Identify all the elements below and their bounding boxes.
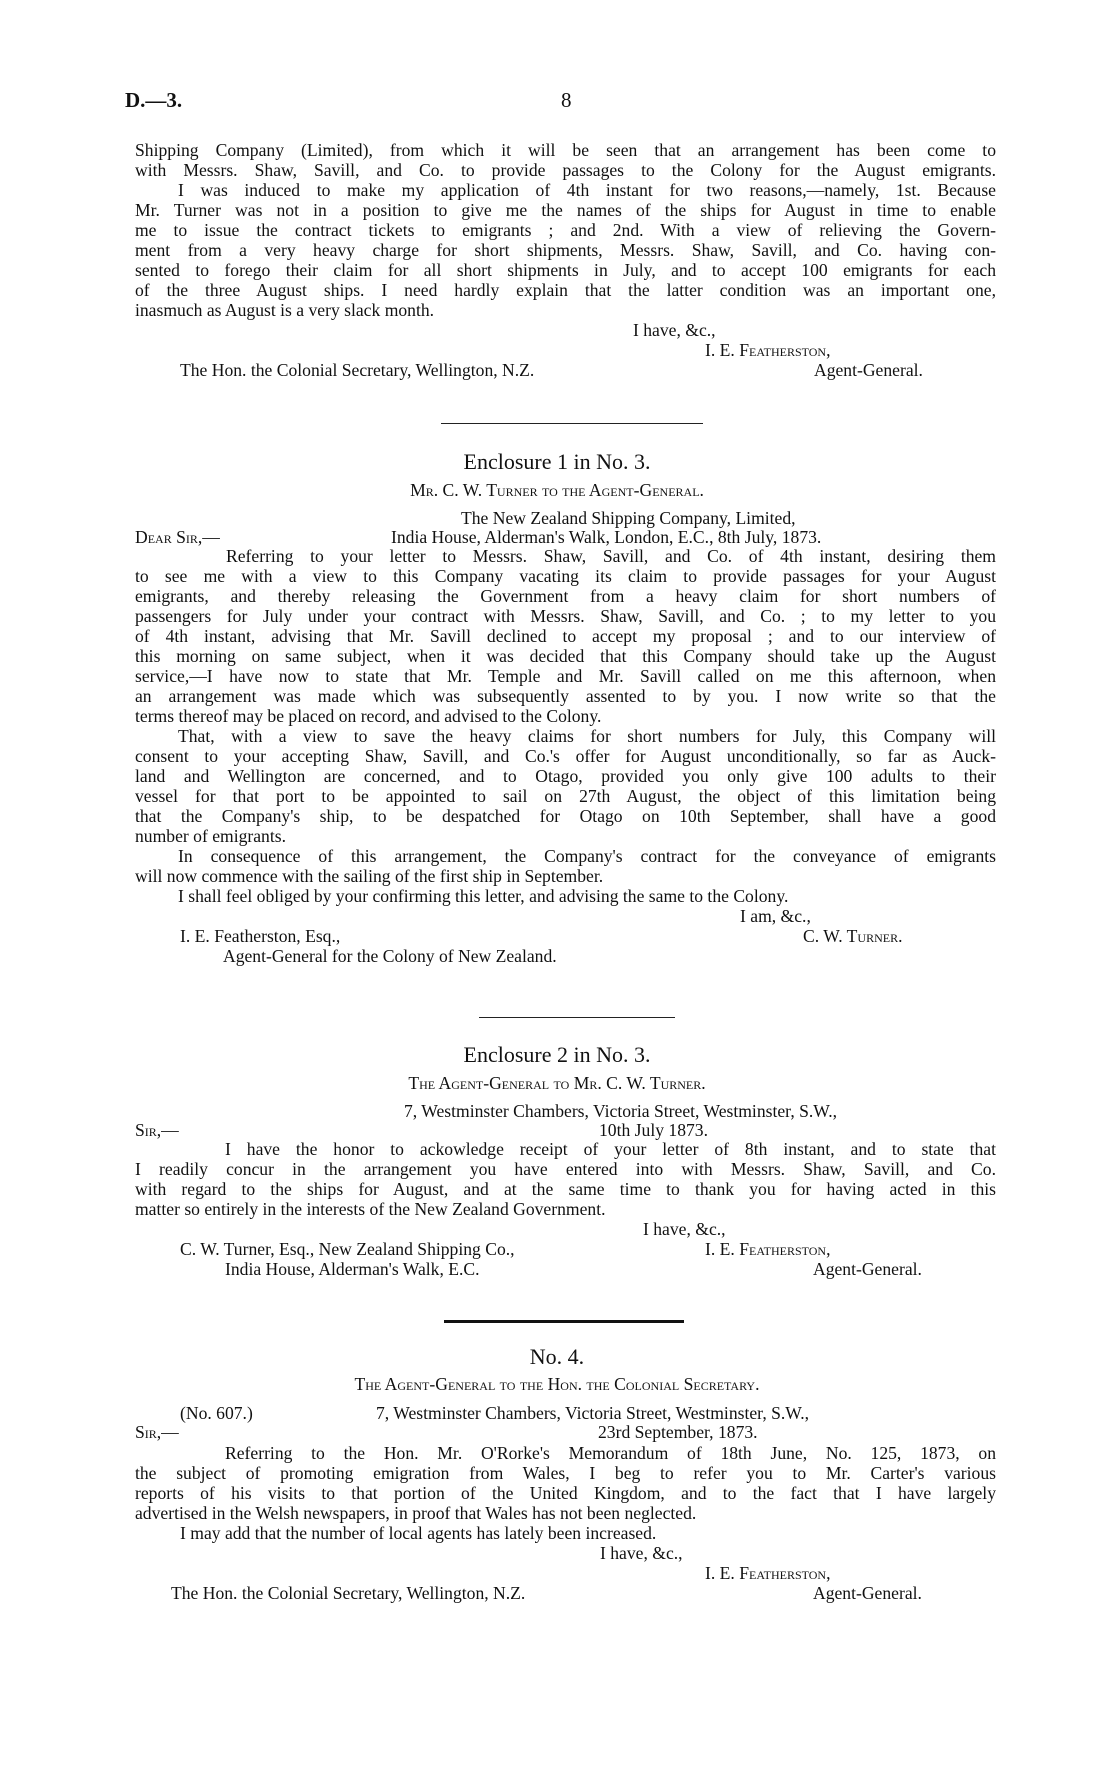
- signature: C. W. Turner.: [803, 926, 903, 946]
- paragraph-line: will now commence with the sailing of the first ship in September.: [135, 866, 604, 886]
- addressee-address: India House, Alderman's Walk, E.C.: [225, 1259, 480, 1279]
- section-divider: [441, 423, 703, 424]
- signature: I. E. Featherston,: [705, 340, 831, 360]
- salutation: Sir,—: [135, 1422, 179, 1442]
- section-divider: [479, 1017, 675, 1018]
- signature-title: Agent-General.: [813, 1583, 922, 1603]
- enclosure-heading: Enclosure 2 in No. 3.: [463, 1042, 651, 1067]
- paragraph-line: that the Company's ship, to be despatched for Otago on 10th September, shall have a good: [135, 806, 996, 826]
- closing: I am, &c.,: [740, 906, 811, 926]
- letter-date: 23rd September, 1873.: [598, 1422, 758, 1442]
- paragraph-line: of the three August ships. I need hardly explain that the latter condition was an important one,: [135, 280, 996, 300]
- paragraph-line: me to issue the contract tickets to emigrants ; and 2nd. With a view of relieving the Govern-: [135, 220, 996, 240]
- signature: I. E. Featherston,: [705, 1239, 831, 1259]
- paragraph-line: Referring to the Hon. Mr. O'Rorke's Memorandum of 18th June, No. 125, 1873, on: [225, 1443, 996, 1463]
- paragraph-line: emigrants, and thereby releasing the Government from a heavy claim for short numbers of: [135, 586, 996, 606]
- document-heading: No. 4.: [529, 1344, 585, 1369]
- enclosure-heading: Enclosure 1 in No. 3.: [463, 449, 651, 474]
- closing: I have, &c.,: [633, 320, 716, 340]
- signature-title: Agent-General.: [814, 360, 923, 380]
- sender-address-date: India House, Alderman's Walk, London, E.C., 8th July, 1873.: [391, 527, 822, 547]
- paragraph-line: matter so entirely in the interests of the New Zealand Government.: [135, 1199, 606, 1219]
- paragraph-line: number of emigrants.: [135, 826, 286, 846]
- paragraph-line: with regard to the ships for August, and at the same time to thank you for having acted in this: [135, 1179, 996, 1199]
- paragraph-line: advertised in the Welsh newspapers, in proof that Wales has not been neglected.: [135, 1503, 697, 1523]
- paragraph-line: land and Wellington are concerned, and to Otago, provided you only give 100 adults to their: [135, 766, 996, 786]
- addressee: The Hon. the Colonial Secretary, Wellington, N.Z.: [171, 1583, 526, 1603]
- enclosure-subheading: The Agent-General to Mr. C. W. Turner.: [408, 1073, 706, 1093]
- paragraph-line: In consequence of this arrangement, the Company's contract for the conveyance of emigrants: [178, 846, 996, 866]
- enclosure-subheading: Mr. C. W. Turner to the Agent-General.: [410, 480, 704, 500]
- sender-address: The New Zealand Shipping Company, Limited,: [461, 508, 796, 528]
- signature: I. E. Featherston,: [705, 1563, 831, 1583]
- paragraph-line: vessel for that port to be appointed to sail on 27th August, the object of this limitation being: [135, 786, 996, 806]
- signature-title: Agent-General.: [813, 1259, 922, 1279]
- addressee-title: Agent-General for the Colony of New Zealand.: [223, 946, 557, 966]
- salutation: Dear Sir,—: [135, 527, 220, 547]
- paragraph-line: with Messrs. Shaw, Savill, and Co. to provide passages to the Colony for the August emigrants.: [135, 160, 996, 180]
- paragraph-line: That, with a view to save the heavy claims for short numbers for July, this Company will: [178, 726, 996, 746]
- paragraph-line: ment from a very heavy charge for short shipments, Messrs. Shaw, Savill, and Co. having con-: [135, 240, 996, 260]
- reference-number: (No. 607.): [180, 1403, 253, 1423]
- addressee: The Hon. the Colonial Secretary, Wellington, N.Z.: [180, 360, 535, 380]
- paragraph-line: terms thereof may be placed on record, and advised to the Colony.: [135, 706, 602, 726]
- paragraph-line: an arrangement was made which was subsequently assented to by you. I now write so that the: [135, 686, 996, 706]
- paragraph-line: inasmuch as August is a very slack month.: [135, 300, 435, 320]
- section-divider: [444, 1320, 684, 1323]
- salutation: Sir,—: [135, 1120, 179, 1140]
- document-subheading: The Agent-General to the Hon. the Colonial Secretary.: [354, 1374, 760, 1394]
- addressee: I. E. Featherston, Esq.,: [180, 926, 341, 946]
- paragraph-line: Referring to your letter to Messrs. Shaw, Savill, and Co. of 4th instant, desiring them: [226, 546, 996, 566]
- paragraph-line: service,—I have now to state that Mr. Temple and Mr. Savill called on me this afternoon, when: [135, 666, 996, 686]
- paragraph-line: I have the honor to ackowledge receipt of your letter of 8th instant, and to state that: [225, 1139, 996, 1159]
- paragraph-line: I readily concur in the arrangement you have entered into with Messrs. Shaw, Savill, and Co.: [135, 1159, 996, 1179]
- paragraph-line: Shipping Company (Limited), from which it will be seen that an arrangement has been come to: [135, 140, 996, 160]
- closing: I have, &c.,: [600, 1543, 683, 1563]
- sender-address: 7, Westminster Chambers, Victoria Street, Westminster, S.W.,: [404, 1101, 838, 1121]
- paragraph-line: I may add that the number of local agents has lately been increased.: [180, 1523, 657, 1543]
- paragraph-line: passengers for July under your contract with Messrs. Shaw, Savill, and Co. ; to my letter to you: [135, 606, 996, 626]
- paragraph-line: I was induced to make my application of 4th instant for two reasons,—namely, 1st. Because: [178, 180, 996, 200]
- document-reference: D.—3.: [125, 88, 183, 112]
- paragraph-line: of 4th instant, advising that Mr. Savill declined to accept my proposal ; and to our interview of: [135, 626, 996, 646]
- letter-date: 10th July 1873.: [599, 1120, 708, 1140]
- paragraph-line: I shall feel obliged by your confirming this letter, and advising the same to the Colony.: [178, 886, 789, 906]
- paragraph-line: sented to forego their claim for all short shipments in July, and to accept 100 emigrants for each: [135, 260, 996, 280]
- page-number: 8: [561, 88, 572, 112]
- closing: I have, &c.,: [643, 1219, 726, 1239]
- paragraph-line: to see me with a view to this Company vacating its claim to provide passages for your August: [135, 566, 996, 586]
- sender-address: 7, Westminster Chambers, Victoria Street, Westminster, S.W.,: [376, 1403, 810, 1423]
- paragraph-line: reports of his visits to that portion of the United Kingdom, and to the fact that I have largely: [135, 1483, 996, 1503]
- paragraph-line: the subject of promoting emigration from Wales, I beg to refer you to Mr. Carter's various: [135, 1463, 996, 1483]
- paragraph-line: this morning on same subject, when it was decided that this Company should take up the August: [135, 646, 996, 666]
- paragraph-line: Mr. Turner was not in a position to give me the names of the ships for August in time to enable: [135, 200, 996, 220]
- paragraph-line: consent to your accepting Shaw, Savill, and Co.'s offer for August unconditionally, so far as Auck-: [135, 746, 996, 766]
- addressee: C. W. Turner, Esq., New Zealand Shipping Co.,: [180, 1239, 515, 1259]
